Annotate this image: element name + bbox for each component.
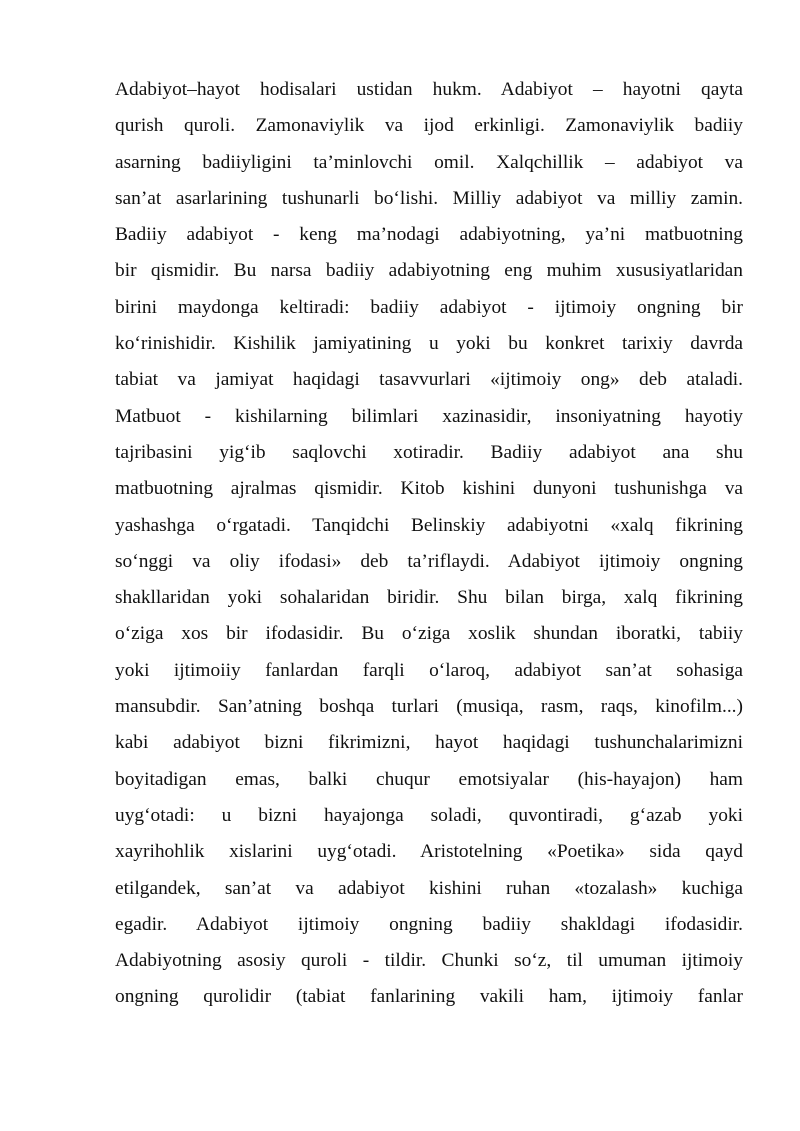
text-line: uyg‘otadi: u bizni hayajonga soladi, quvontiradi, g‘azab yoki: [115, 804, 743, 826]
text-line: Adabiyot–hayot hodisalari ustidan hukm. Adabiyot – hayotni qayta: [115, 79, 743, 100]
text-line: yoki ijtimoiiy fanlardan farqli o‘laroq, adabiyot san’at sohasiga: [115, 659, 743, 681]
text-line: mansubdir. San’atning boshqa turlari (musiqa, rasm, raqs, kinofilm...): [115, 696, 743, 718]
text-line: Badiiy adabiyot - keng ma’nodagi adabiyotning, ya’ni matbuotning: [115, 224, 743, 246]
text-line: birini maydonga keltiradi: badiiy adabiyot - ijtimoiy ongning bir: [115, 296, 743, 318]
text-line: ongning qurolidir (tabiat fanlarining vakili ham, ijtimoiy fanlar: [115, 986, 743, 1008]
text-line: san’at asarlarining tushunarli bo‘lishi. Milliy adabiyot va milliy zamin.: [115, 187, 743, 209]
body-text: [115, 72, 743, 1016]
text-line: yashashga o‘rgatadi. Tanqidchi Belinskiy adabiyotni «xalq fikrining: [115, 514, 743, 536]
text-line: tajribasini yig‘ib saqlovchi xotiradir. Badiiy adabiyot ana shu: [115, 441, 743, 463]
text-line: Matbuot - kishilarning bilimlari xazinasidir, insoniyatning hayotiy: [115, 405, 743, 427]
text-line: asarning badiiyligini ta’minlovchi omil. Xalqchillik – adabiyot va: [115, 151, 743, 173]
text-line: bir qismidir. Bu narsa badiiy adabiyotning eng muhim xususiyatlaridan: [115, 260, 743, 282]
text-line: ko‘rinishidir. Kishilik jamiyatining u yoki bu konkret tarixiy davrda: [115, 333, 743, 355]
text-line: Adabiyotning asosiy quroli - tildir. Chunki so‘z, til umuman ijtimoiy: [115, 950, 743, 972]
text-line: kabi adabiyot bizni fikrimizni, hayot haqidagi tushunchalarimizni: [115, 732, 743, 754]
text-line: etilgandek, san’at va adabiyot kishini ruhan «tozalash» kuchiga: [115, 877, 743, 899]
text-line: matbuotning ajralmas qismidir. Kitob kishini dunyoni tushunishga va: [115, 478, 743, 500]
text-line: xayrihohlik xislarini uyg‘otadi. Aristotelning «Poetika» sida qayd: [115, 841, 743, 863]
text-line: qurish quroli. Zamonaviylik va ijod erkinligi. Zamonaviylik badiiy: [115, 115, 743, 137]
text-line: o‘ziga xos bir ifodasidir. Bu o‘ziga xoslik shundan iboratki, tabiiy: [115, 623, 743, 645]
text-line: tabiat va jamiyat haqidagi tasavvurlari «ijtimoiy ong» deb ataladi.: [115, 369, 743, 391]
text-line: egadir. Adabiyot ijtimoiy ongning badiiy shakldagi ifodasidir.: [115, 913, 743, 935]
text-line: boyitadigan emas, balki chuqur emotsiyalar (his-hayajon) ham: [115, 768, 743, 790]
text-line: so‘nggi va oliy ifodasi» deb ta’riflaydi. Adabiyot ijtimoiy ongning: [115, 550, 743, 572]
text-line: shakllaridan yoki sohalaridan biridir. Shu bilan birga, xalq fikrining: [115, 587, 743, 609]
